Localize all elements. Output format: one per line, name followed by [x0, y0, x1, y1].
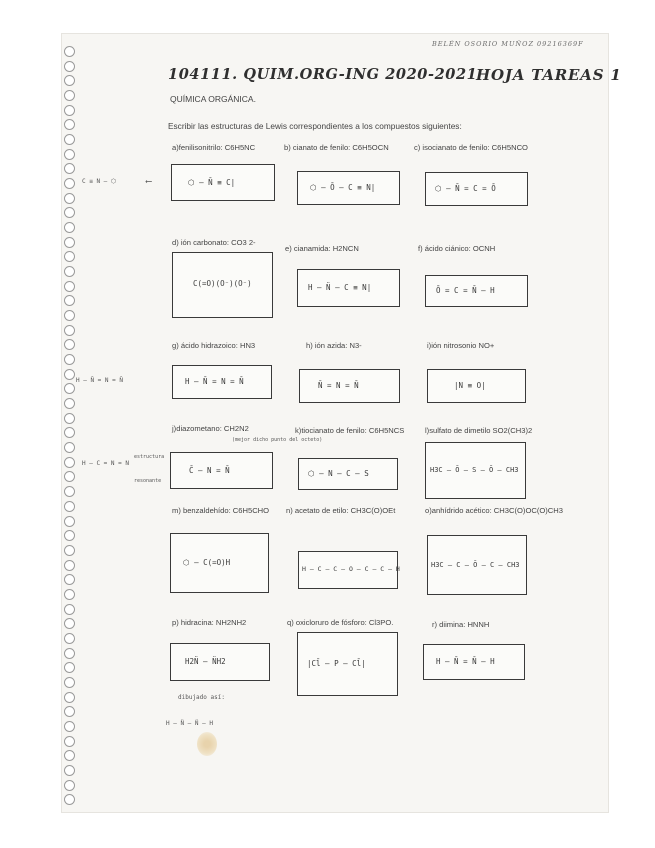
binding-ring	[64, 427, 75, 438]
answer-structure: H — N̈ — C ≡ N|	[308, 283, 372, 292]
binding-ring	[64, 281, 75, 292]
item-label: c) isocianato de fenilo: C6H5NCO	[414, 143, 528, 152]
item-label: p) hidracina: NH2NH2	[172, 618, 247, 627]
subject-heading: QUÍMICA ORGÁNICA.	[170, 94, 256, 104]
binding-ring	[64, 545, 75, 556]
answer-structure: H2N̈ — N̈H2	[185, 657, 226, 666]
binding-ring	[64, 134, 75, 145]
binding-ring	[64, 369, 75, 380]
binding-ring	[64, 46, 75, 57]
binding-ring	[64, 765, 75, 776]
item-label: d) ión carbonato: CO3 2-	[172, 238, 256, 247]
binding-ring	[64, 354, 75, 365]
binding-ring	[64, 501, 75, 512]
binding-ring	[64, 339, 75, 350]
binding-ring	[64, 61, 75, 72]
item-label: k)tiocianato de fenilo: C6H5NCS	[295, 426, 405, 435]
binding-ring	[64, 295, 75, 306]
spiral-binding	[64, 46, 78, 806]
side-note-label: estructura	[134, 454, 165, 460]
arrow-icon: ⟵	[146, 177, 152, 187]
answer-box	[425, 275, 528, 307]
binding-ring	[64, 310, 75, 321]
answer-box	[427, 369, 526, 403]
item-label: m) benzaldehído: C6H5CHO	[172, 506, 270, 515]
author-name: BELÉN OSORIO MUÑOZ 09216369F	[432, 40, 584, 48]
item-label: h) ión azida: N3-	[306, 341, 362, 350]
binding-ring	[64, 677, 75, 688]
binding-ring	[64, 325, 75, 336]
answer-box	[172, 252, 273, 318]
answer-box	[425, 172, 528, 206]
item-label: a)fenilisonitrilo: C6H5NC	[172, 143, 256, 152]
answer-box	[427, 535, 527, 595]
handwritten-note: dibujado así:	[178, 694, 225, 701]
binding-ring	[64, 633, 75, 644]
item-label: j)diazometano: CH2N2	[172, 424, 249, 433]
binding-ring	[64, 530, 75, 541]
binding-ring	[64, 266, 75, 277]
binding-ring	[64, 706, 75, 717]
item-label: b) cianato de fenilo: C6H5OCN	[284, 143, 389, 152]
binding-ring	[64, 442, 75, 453]
binding-ring	[64, 794, 75, 805]
binding-ring	[64, 90, 75, 101]
side-note: C ≡ N — ⬡	[82, 178, 117, 185]
binding-ring	[64, 207, 75, 218]
handwritten-note: (mejor dicho punto del octeto)	[232, 437, 323, 443]
binding-ring	[64, 750, 75, 761]
binding-ring	[64, 721, 75, 732]
item-label: e) cianamida: H2NCN	[285, 244, 359, 253]
answer-box	[299, 369, 400, 403]
answer-structure: |Cl̄ — P — Cl̄|	[307, 659, 366, 668]
binding-ring	[64, 251, 75, 262]
answer-box	[170, 452, 273, 489]
answer-box	[297, 632, 398, 696]
item-label: q) oxicloruro de fósforo: Cl3PO.	[287, 618, 394, 627]
answer-structure: ⬡ — C(=O)H	[183, 558, 231, 567]
binding-ring	[64, 178, 75, 189]
sheet-title: HOJA TAREAS 1	[476, 66, 622, 84]
side-note: H — N̄ = N = N̄	[76, 377, 123, 384]
binding-ring	[64, 237, 75, 248]
answer-structure: H3C — Ō — S — Ō — CH3	[430, 466, 519, 474]
binding-ring	[64, 604, 75, 615]
binding-ring	[64, 618, 75, 629]
binding-ring	[64, 471, 75, 482]
answer-structure: Ō = C = N̄ — H	[436, 286, 495, 295]
binding-ring	[64, 149, 75, 160]
paper-stain	[197, 732, 217, 756]
answer-box	[171, 164, 275, 201]
answer-structure: C(=O)(O⁻)(O⁻)	[193, 279, 252, 288]
answer-structure: ⬡ — Ō — C ≡ N|	[310, 183, 376, 192]
answer-box	[423, 644, 525, 680]
binding-ring	[64, 692, 75, 703]
answer-structure: H — C — C — O — C — C — H	[302, 565, 400, 573]
answer-structure: ⬡ — N̄ = C = Ō	[435, 184, 496, 193]
item-label: i)ión nitrosonio NO+	[427, 341, 495, 350]
answer-structure: ⬡ — N — C — S	[308, 469, 369, 478]
binding-ring	[64, 589, 75, 600]
answer-box	[297, 269, 400, 307]
answer-box	[298, 551, 398, 589]
binding-ring	[64, 648, 75, 659]
answer-structure: H — N̄ = N = N̄	[185, 377, 244, 386]
item-label: n) acetato de etilo: CH3C(O)OEt	[286, 506, 396, 515]
binding-ring	[64, 383, 75, 394]
binding-ring	[64, 398, 75, 409]
binding-ring	[64, 457, 75, 468]
instruction-text: Escribir las estructuras de Lewis correspondientes a los compuestos siguientes:	[168, 121, 462, 131]
binding-ring	[64, 413, 75, 424]
side-note: H — C = N = N	[82, 460, 129, 467]
answer-structure: |N ≡ O|	[454, 381, 486, 390]
side-note: H — N̈ — N̈ — H	[166, 720, 213, 727]
item-label: g) ácido hidrazoico: HN3	[172, 341, 256, 350]
answer-structure: C̄ — N = N̄	[189, 466, 230, 475]
answer-box	[297, 171, 400, 205]
course-title: 104111. QUIM.ORG-ING 2020-2021	[168, 66, 478, 83]
binding-ring	[64, 193, 75, 204]
binding-ring	[64, 560, 75, 571]
binding-ring	[64, 486, 75, 497]
answer-structure: ⬡ — N̄ ≡ C|	[188, 178, 236, 187]
binding-ring	[64, 163, 75, 174]
answer-box	[172, 365, 272, 399]
item-label: o)anhídrido acético: CH3C(O)OC(O)CH3	[425, 506, 563, 515]
answer-box	[170, 533, 269, 593]
answer-structure: H3C — C — Ō — C — CH3	[431, 561, 520, 569]
binding-ring	[64, 119, 75, 130]
answer-structure: N̄ = N = N̄	[318, 381, 359, 390]
binding-ring	[64, 75, 75, 86]
binding-ring	[64, 574, 75, 585]
binding-ring	[64, 780, 75, 791]
binding-ring	[64, 105, 75, 116]
answer-box	[425, 442, 526, 499]
binding-ring	[64, 736, 75, 747]
binding-ring	[64, 662, 75, 673]
item-label: l)sulfato de dimetilo SO2(CH3)2	[425, 426, 533, 435]
answer-box	[298, 458, 398, 490]
side-note-label: resonante	[134, 478, 162, 484]
item-label: r) diimina: HNNH	[432, 620, 490, 629]
answer-structure: H — N̄ = N̄ — H	[436, 657, 495, 666]
binding-ring	[64, 222, 75, 233]
binding-ring	[64, 516, 75, 527]
item-label: f) ácido ciánico: OCNH	[418, 244, 496, 253]
answer-box	[170, 643, 270, 681]
